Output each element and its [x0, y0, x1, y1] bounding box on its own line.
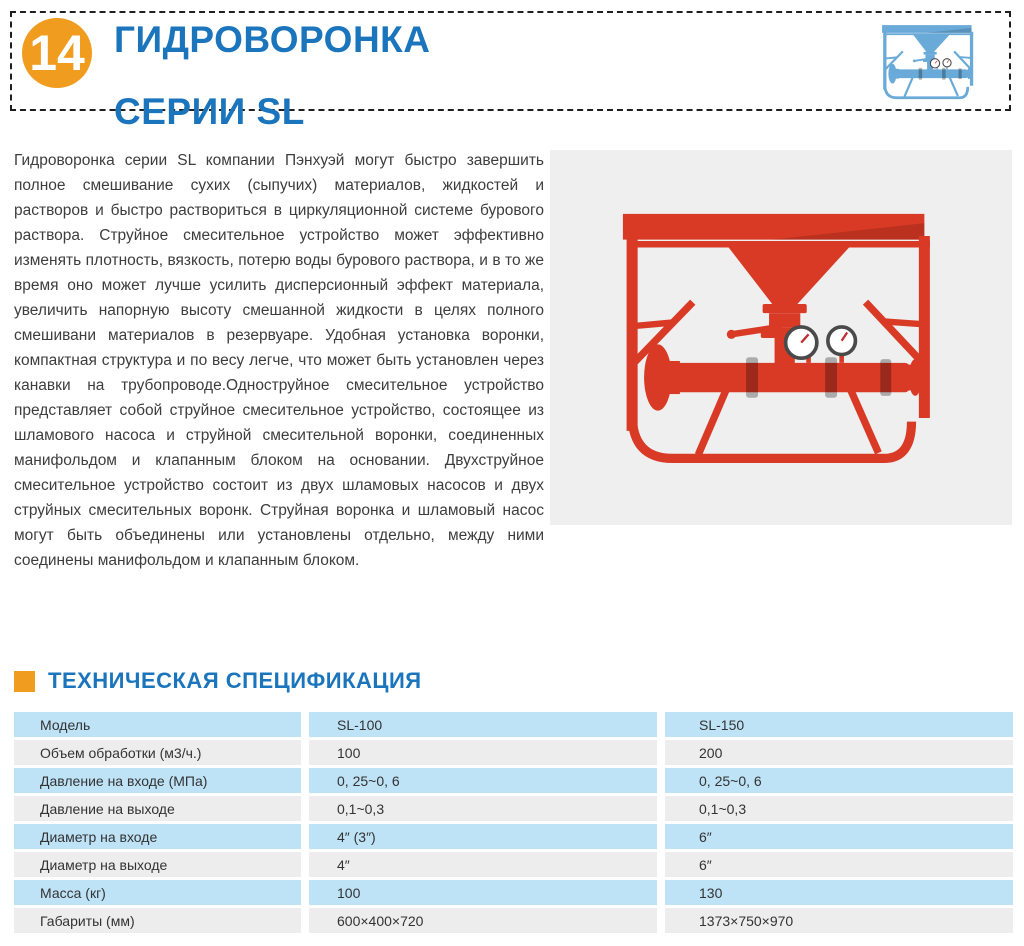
intro-paragraph: Гидроворонка серии SL компании Пэнхуэй могут быстро завершить полное смешивание сухих (сыпучих) материалов, жидкостей и растворов и быстро раствориться в циркуляционной системе бурового раствора. Струйное смесительное устройство может эффективно изменять плотность, вязкость, потерю воды бурового раствора, и в то же время оно может лучше усилить дисперсионный эффект материала, увеличить напорную высоту смешанной жидкости в целях полного смешивани материалов в резервуаре. Удобная установка воронки, компактная структура и по весу легче, что может быть установлен через канавки на трубопроводе.Одноструйное смесительное устройство представляет собой струйное смесительное устройство, состоящее из шламового насоса и струйной смесительной воронки, соединенных манифольдом и клапанным блоком на основании. Двухструйное смесительное устройство состоит из двух шламовых насосов и двух струйных смесительных воронк. Струйная воронка и шламовый насос могут быть объединены или установлены отдельно, между ними соединены манифольдом и клапанным блоком.	[14, 152, 544, 569]
spec-cell-label: Диаметр на входе	[14, 824, 309, 849]
page-title	[114, 19, 431, 132]
section-number: 14	[29, 25, 85, 81]
spec-cell-sl100: 4″ (3″)	[309, 824, 665, 849]
spec-cell-sl150: 0,1~0,3	[665, 796, 1013, 821]
table-row	[14, 796, 1013, 821]
spec-cell-label: Объем обработки (м3/ч.)	[14, 740, 309, 765]
section-number-badge	[22, 18, 92, 88]
table-row	[14, 768, 1013, 793]
table-row	[14, 824, 1013, 849]
table-row	[14, 740, 1013, 765]
spec-table-body	[14, 712, 1013, 933]
spec-table	[14, 709, 1013, 936]
page-title-line2: СЕРИИ SL	[114, 91, 305, 132]
spec-cell-sl100: SL-100	[309, 712, 665, 737]
spec-cell-sl150: 200	[665, 740, 1013, 765]
spec-cell-label: Давление на выходе	[14, 796, 309, 821]
square-bullet-icon	[14, 671, 35, 692]
product-photo	[550, 150, 1012, 525]
page-body	[14, 148, 1012, 936]
hopper-line-art-icon	[863, 17, 995, 107]
spec-cell-sl100: 4″	[309, 852, 665, 877]
spec-cell-label: Давление на входе (МПа)	[14, 768, 309, 793]
spec-section-header	[14, 668, 1012, 694]
spec-cell-sl150: 6″	[665, 852, 1013, 877]
spec-section-title: ТЕХНИЧЕСКАЯ СПЕЦИФИКАЦИЯ	[48, 668, 422, 693]
page-title-line1: ГИДРОВОРОНКА	[114, 19, 431, 60]
spec-cell-sl100: 100	[309, 880, 665, 905]
header	[10, 11, 1011, 132]
spec-cell-label: Габариты (мм)	[14, 908, 309, 933]
spec-cell-sl150: SL-150	[665, 712, 1013, 737]
spec-cell-sl100: 0, 25~0, 6	[309, 768, 665, 793]
spec-cell-sl100: 600×400×720	[309, 908, 665, 933]
spec-cell-label: Масса (кг)	[14, 880, 309, 905]
table-row	[14, 712, 1013, 737]
spec-cell-label: Диаметр на выходе	[14, 852, 309, 877]
spec-cell-sl150: 6″	[665, 824, 1013, 849]
table-row	[14, 908, 1013, 933]
spec-cell-sl150: 0, 25~0, 6	[665, 768, 1013, 793]
spec-cell-sl100: 0,1~0,3	[309, 796, 665, 821]
hopper-photo-graphic	[588, 182, 974, 494]
spec-cell-label: Модель	[14, 712, 309, 737]
table-row	[14, 852, 1013, 877]
table-row	[14, 880, 1013, 905]
spec-cell-sl150: 1373×750×970	[665, 908, 1013, 933]
spec-cell-sl100: 100	[309, 740, 665, 765]
spec-cell-sl150: 130	[665, 880, 1013, 905]
